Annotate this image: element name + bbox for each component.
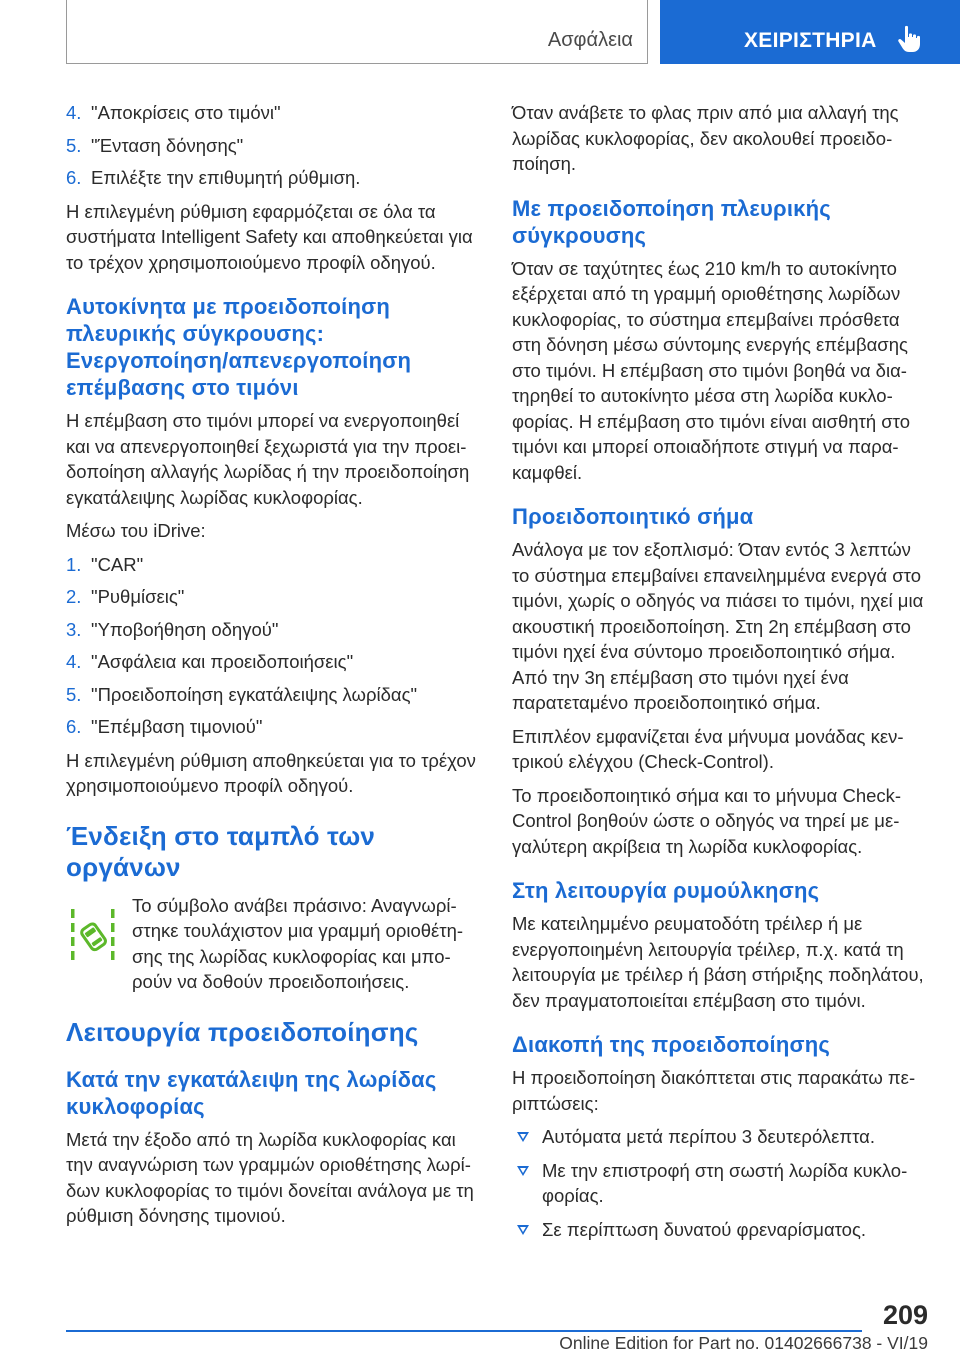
list-item: 4. "Αποκρίσεις στο τιμόνι" [66, 102, 281, 123]
interrupt-conditions-list [512, 1124, 930, 1242]
page-number: 209 [882, 1300, 928, 1330]
chapter-title: ΧΕΙΡΙΣΤΗΡΙΑ [744, 29, 877, 52]
paragraph: Ανάλογα με τον εξοπλισμό: Όταν εντός 3 λεπτών το σύστημα επεμβαίνει επανειλημμένα ενεργά στο τιμόνι, χωρίς ο οδηγός να πιάσει το τιμόνι, ηχεί μια ακουστική προειδοποίηση. Στη 2η επέμβαση στο τιμόνι ηχεί ένα σύντομο προειδοποιητικό σήμα. Από την 3η επέμβαση στο τιμόνι ηχεί ένα παρατεταμένο προειδοποιητικό σήμα. [512, 539, 924, 713]
icon-block [66, 893, 478, 995]
header-section-box [66, 0, 648, 64]
paragraph: Η προειδοποίηση διακόπτεται στις παρακάτω περιπτώσεις: [512, 1067, 916, 1114]
list-item: 4. "Ασφάλεια και προειδοποιήσεις" [66, 651, 354, 672]
paragraph: Η επιλεγμένη ρύθμιση εφαρμόζεται σε όλα τα συστήματα Intelligent Safety και αποθηκεύεται για το τρέχον χρησιμοποιούμενο προφίλ οδηγού. [66, 200, 473, 273]
list-item: Σε περίπτωση δυνατού φρεναρίσματος. [512, 1217, 930, 1243]
settings-steps-list [66, 100, 478, 191]
right-column [512, 100, 930, 1250]
icon-description: Το σύμβολο ανάβει πράσινο: Αναγνωρίστηκε τουλάχιστον μια γραμμή οριοθέτησης της λωρίδας κυκλοφορίας και μπορούν να δοθούν προειδοποιήσεις. [132, 894, 464, 992]
list-item: Αυτόματα μετά περίπου 3 δευτερόλεπτα. [512, 1124, 930, 1150]
triangle-bullet-icon [517, 1132, 529, 1142]
heading-lane-leaving: Κατά την εγκατάλειψη της λωρίδας κυκλοφορίας [66, 1066, 437, 1119]
list-item: 3. "Υποβοήθηση οδηγού" [66, 618, 279, 640]
left-column [66, 100, 478, 1237]
heading-activation: Αυτοκίνητα με προειδοποίηση πλευρικής σύγκρουσης: Ενεργοποίηση/απενεργοποίηση επέμβασης στο τιμόνι [66, 294, 412, 400]
list-item: Με την επιστροφή στη σωστή λωρίδα κυκλοφορίας. [512, 1158, 930, 1209]
paragraph: Η επέμβαση στο τιμόνι μπορεί να ενεργοποιηθεί και να απενεργοποιηθεί ξεχωριστά για την προειδοποίηση αλλαγής λωρίδας ή την προειδοποίηση εγκατάλειψης λωρίδας κυκλοφορίας. [66, 410, 470, 508]
list-item: 1. "CAR" [66, 553, 144, 575]
paragraph: Όταν ανάβετε το φλας πριν από μια αλλαγή της λωρίδας κυκλοφορίας, δεν ακολουθεί προειδοποίηση. [512, 102, 899, 174]
heading-warning-interrupt: Διακοπή της προειδοποίησης [512, 1032, 830, 1057]
heading-warning-function: Λειτουργία προειδοποίησης [66, 1016, 419, 1047]
list-item: 5. "Ένταση δόνησης" [66, 134, 244, 156]
triangle-bullet-icon [517, 1166, 529, 1176]
paragraph: Μετά την έξοδο από τη λωρίδα κυκλοφορίας και την αναγνώριση των γραμμών οριοθέτησης λωρίδων κυκλοφορίας το τιμόνι δονείται ανάλογα με τη ρύθμιση δόνησης τιμονιού. [66, 1128, 474, 1226]
heading-warning-signal: Προειδοποιητικό σήμα [512, 504, 754, 529]
heading-display: Ένδειξη στο ταμπλό των οργάνων [66, 820, 376, 882]
heading-trailer-mode: Στη λειτουργία ρυμούλκησης [512, 878, 820, 903]
header-chapter-box [660, 0, 960, 64]
paragraph: Με κατειλημμένο ρευματοδότη τρέιλερ ή με ενεργοποιημένη λειτουργία τρέιλερ, π.χ. κατά τη λειτουργία με τρέιλερ ή βάση στήριξης ποδηλάτου, δεν πραγματοποιείται επέμβαση στο τιμόνι. [512, 913, 924, 1011]
paragraph: Μέσω του iDrive: [66, 520, 206, 541]
list-item: 2. "Ρυθμίσεις" [66, 586, 185, 607]
list-item: 5. "Προειδοποίηση εγκατάλειψης λωρίδας" [66, 683, 418, 705]
edition-footer: Online Edition for Part no. 01402666738 - VI/19 [559, 1333, 928, 1353]
paragraph: Όταν σε ταχύτητες έως 210 km/h το αυτοκίνητο εξέρχεται από τη γραμμή οριοθέτησης λωρίδων κυκλοφορίας, το σύστημα επεμβαίνει πρόσθετα στη δόνηση μέσω σύντομης ενεργής επέμβασης στο τιμόνι. Η επέμβαση στο τιμόνι βοηθά να διατηρηθεί το αυτοκίνητο μέσα στη λωρίδα κυκλοφορίας. Η επέμβαση στο τιμόνι είναι αισθητή στο τιμόνι και μπορεί οποιαδήποτε στιγμή να παρακαμφθεί. [512, 257, 911, 483]
lane-departure-icon [68, 903, 118, 961]
footer-divider [66, 1330, 862, 1332]
heading-side-collision: Με προειδοποίηση πλευρικής σύγκρουσης [512, 195, 831, 248]
list-item: 6. Επιλέξτε την επιθυμητή ρύθμιση. [66, 167, 361, 188]
triangle-bullet-icon [517, 1225, 529, 1235]
section-title: Ασφάλεια [547, 29, 633, 51]
idrive-steps-list [66, 552, 478, 740]
list-item: 6. "Επέμβαση τιμονιού" [66, 716, 263, 737]
paragraph: Επιπλέον εμφανίζεται ένα μήνυμα μονάδας κεντρικού ελέγχου (Check-Control). [512, 725, 904, 772]
paragraph: Η επιλεγμένη ρύθμιση αποθηκεύεται για το τρέχον χρησιμοποιούμενο προφίλ οδηγού. [66, 749, 476, 796]
hand-pointer-icon [894, 24, 924, 54]
paragraph: Το προειδοποιητικό σήμα και το μήνυμα Check-Control βοηθούν ώστε ο οδηγός να τηρεί με μεγαλύτερη ακρίβεια τη λωρίδα κυκλοφορίας. [512, 784, 902, 857]
